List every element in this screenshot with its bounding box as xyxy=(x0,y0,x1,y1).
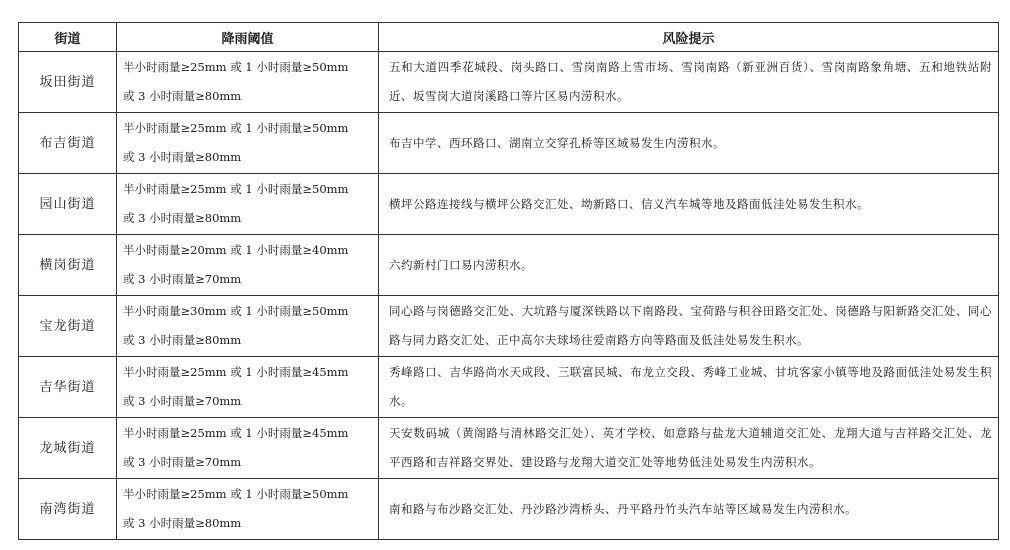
threshold-line-2: 或 3 小时雨量≥80mm xyxy=(123,516,242,530)
street-cell: 吉华街道 xyxy=(19,357,117,418)
risk-cell: 南和路与布沙路交汇处、丹沙路沙湾桥头、丹平路丹竹头汽车站等区域易发生内涝积水。 xyxy=(379,479,999,540)
risk-cell: 布吉中学、西环路口、湖南立交穿孔桥等区域易发生内涝积水。 xyxy=(379,113,999,174)
risk-cell: 五和大道四季花城段、岗头路口、雪岗南路上雪市场、雪岗南路（新亚洲百货）、雪岗南路象角塘、五和地铁站附近、坂雪岗大道岗溪路口等片区易内涝积水。 xyxy=(379,52,999,113)
street-cell: 南湾街道 xyxy=(19,479,117,540)
street-cell: 宝龙街道 xyxy=(19,296,117,357)
threshold-line-2: 或 3 小时雨量≥80mm xyxy=(123,150,242,164)
header-risk: 风险提示 xyxy=(379,23,999,52)
threshold-line-1: 半小时雨量≥30mm 或 1 小时雨量≥50mm xyxy=(123,304,349,318)
threshold-line-2: 或 3 小时雨量≥80mm xyxy=(123,333,242,347)
threshold-line-1: 半小时雨量≥25mm 或 1 小时雨量≥50mm xyxy=(123,487,349,501)
threshold-line-2: 或 3 小时雨量≥80mm xyxy=(123,89,242,103)
threshold-line-1: 半小时雨量≥20mm 或 1 小时雨量≥40mm xyxy=(123,243,349,257)
street-cell: 园山街道 xyxy=(19,174,117,235)
table-row xyxy=(19,418,999,479)
street-cell: 坂田街道 xyxy=(19,52,117,113)
header-row xyxy=(19,23,999,52)
threshold-cell xyxy=(117,418,379,479)
table-header xyxy=(19,23,999,52)
threshold-cell xyxy=(117,479,379,540)
threshold-cell xyxy=(117,52,379,113)
risk-cell: 六约新村门口易内涝积水。 xyxy=(379,235,999,296)
table-row xyxy=(19,235,999,296)
risk-cell: 横坪公路连接线与横坪公路交汇处、坳新路口、信义汽车城等地及路面低洼处易发生积水。 xyxy=(379,174,999,235)
risk-cell: 同心路与岗德路交汇处、大坑路与厦深铁路以下南路段、宝荷路与积谷田路交汇处、岗德路与阳新路交汇处、同心路与同力路交汇处、正中高尔夫球场往爱南路方向等路面及低洼处易发生积水。 xyxy=(379,296,999,357)
threshold-line-1: 半小时雨量≥25mm 或 1 小时雨量≥45mm xyxy=(123,365,349,379)
header-threshold: 降雨阈值 xyxy=(117,23,379,52)
rainfall-risk-table xyxy=(18,22,999,540)
threshold-cell xyxy=(117,235,379,296)
threshold-line-1: 半小时雨量≥25mm 或 1 小时雨量≥50mm xyxy=(123,121,349,135)
table-row xyxy=(19,296,999,357)
table-row xyxy=(19,52,999,113)
header-street: 街道 xyxy=(19,23,117,52)
table-row xyxy=(19,357,999,418)
table-row xyxy=(19,174,999,235)
document-page xyxy=(18,22,998,540)
threshold-line-1: 半小时雨量≥25mm 或 1 小时雨量≥45mm xyxy=(123,426,349,440)
threshold-cell xyxy=(117,357,379,418)
threshold-cell xyxy=(117,296,379,357)
threshold-line-1: 半小时雨量≥25mm 或 1 小时雨量≥50mm xyxy=(123,182,349,196)
threshold-line-1: 半小时雨量≥25mm 或 1 小时雨量≥50mm xyxy=(123,60,349,74)
street-cell: 横岗街道 xyxy=(19,235,117,296)
threshold-line-2: 或 3 小时雨量≥70mm xyxy=(123,455,242,469)
street-cell: 布吉街道 xyxy=(19,113,117,174)
risk-cell: 天安数码城（黄阁路与清林路交汇处）、英才学校、如意路与盐龙大道辅道交汇处、龙翔大道与吉祥路交汇处、龙平西路和吉祥路交界处、建设路与龙翔大道交汇处等地势低洼处易发生内涝积水。 xyxy=(379,418,999,479)
threshold-line-2: 或 3 小时雨量≥80mm xyxy=(123,211,242,225)
table-row xyxy=(19,479,999,540)
table-row xyxy=(19,113,999,174)
threshold-cell xyxy=(117,113,379,174)
table-body xyxy=(19,52,999,540)
street-cell: 龙城街道 xyxy=(19,418,117,479)
threshold-line-2: 或 3 小时雨量≥70mm xyxy=(123,394,242,408)
threshold-line-2: 或 3 小时雨量≥70mm xyxy=(123,272,242,286)
risk-cell: 秀峰路口、吉华路尚水天成段、三联富民城、布龙立交段、秀峰工业城、甘坑客家小镇等地及路面低洼处易发生积水。 xyxy=(379,357,999,418)
threshold-cell xyxy=(117,174,379,235)
